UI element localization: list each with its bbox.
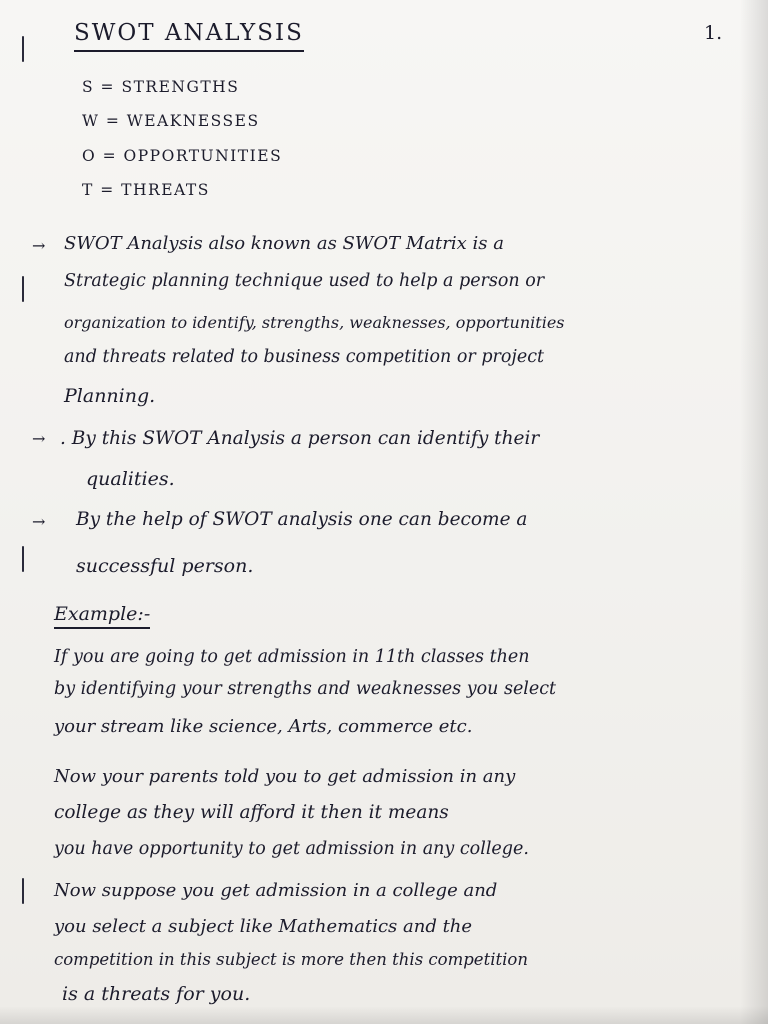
example-line: you select a subject like Mathematics and the: [54, 916, 473, 937]
page-number: 1.: [704, 22, 723, 44]
point-line: and threats related to business competition or project: [64, 347, 545, 367]
definition-strengths: S = STRENGTHS: [82, 78, 240, 96]
example-line: your stream like science, Arts, commerce etc.: [54, 716, 473, 737]
example-line: you have opportunity to get admission in any college.: [54, 839, 529, 859]
example-line: college as they will afford it then it means: [54, 802, 449, 823]
example-line: competition in this subject is more then this competition: [54, 950, 528, 969]
margin-mark: [22, 878, 24, 904]
example-line: Now your parents told you to get admission in any: [54, 766, 516, 787]
bullet-arrow-icon: →: [32, 512, 46, 531]
margin-mark: [22, 36, 24, 62]
example-line: is a threats for you.: [62, 983, 251, 1005]
example-line: If you are going to get admission in 11th classes then: [54, 647, 530, 667]
page-bottom-shadow: [0, 1006, 768, 1024]
example-line: by identifying your strengths and weaknesses you select: [54, 679, 557, 699]
point-line: SWOT Analysis also known as SWOT Matrix is a: [64, 233, 504, 254]
example-heading: Example:-: [54, 602, 150, 629]
example-line: Now suppose you get admission in a college and: [54, 880, 498, 901]
bullet-arrow-icon: →: [32, 429, 46, 448]
point-line: Strategic planning technique used to help a person or: [64, 271, 545, 291]
page-edge-shadow: [740, 0, 768, 1024]
bullet-arrow-icon: →: [32, 236, 46, 255]
point-line: qualities.: [86, 468, 175, 490]
margin-mark: [22, 546, 24, 572]
definition-threats: T = THREATS: [82, 181, 210, 199]
point-line: . By this SWOT Analysis a person can identify their: [60, 428, 540, 449]
margin-mark: [22, 276, 24, 302]
point-line: By the help of SWOT analysis one can become a: [76, 509, 528, 530]
page-title: SWOT ANALYSIS: [74, 18, 304, 52]
definition-opportunities: O = OPPORTUNITIES: [82, 147, 283, 165]
point-line: organization to identify, strengths, weaknesses, opportunities: [64, 313, 565, 332]
definition-weaknesses: W = WEAKNESSES: [82, 112, 260, 130]
point-line: Planning.: [64, 385, 156, 407]
point-line: successful person.: [76, 555, 254, 577]
